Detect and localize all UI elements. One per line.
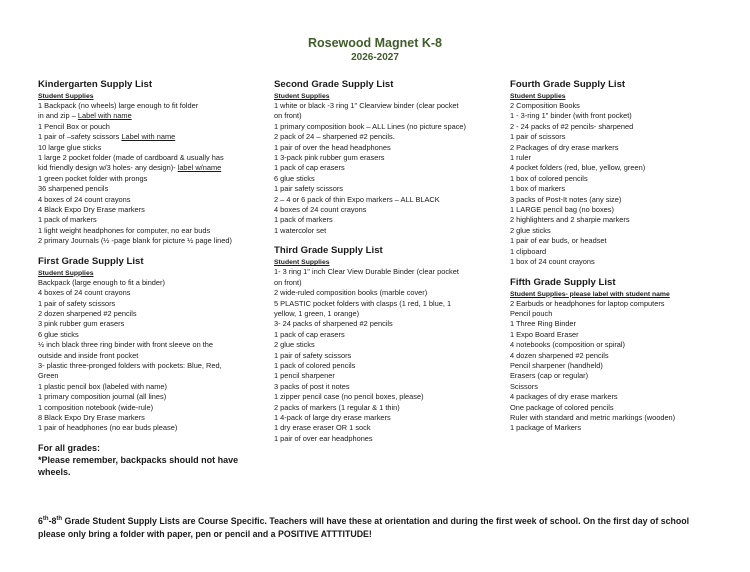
list-item: 1 box of 24 count crayons bbox=[510, 257, 595, 267]
list-item: 1 watercolor set bbox=[274, 225, 327, 235]
list-item: 1 pair of safety scissors bbox=[274, 350, 352, 360]
list-item: yellow, 1 green, 1 orange) bbox=[274, 308, 360, 318]
section-title: Second Grade Supply List bbox=[274, 79, 394, 90]
page-header bbox=[0, 36, 750, 65]
list-item: 1 - 3-ring 1" binder (with front pocket) bbox=[510, 111, 632, 121]
list-item: 2 Composition Books bbox=[510, 101, 580, 110]
section-subheading: Student Supplies bbox=[38, 269, 94, 277]
list-item: outside and inside front pocket bbox=[38, 350, 139, 360]
list-item: 1- 3 ring 1" inch Clear View Durable Binder (clear pocket bbox=[274, 267, 459, 277]
list-item: Scissors bbox=[510, 381, 538, 391]
list-item: 2 dozen sharpened #2 pencils bbox=[38, 308, 137, 318]
list-item: on front) bbox=[274, 277, 302, 287]
kindergarten-section bbox=[38, 78, 248, 247]
list-item: 1 4-pack of large dry erase markers bbox=[274, 412, 391, 422]
list-item: 1 pair safety scissors bbox=[274, 184, 344, 194]
section-subheading: Student Supplies bbox=[38, 93, 94, 100]
list-item: 4 Black Expo Dry Erase markers bbox=[38, 205, 145, 215]
school-title: Rosewood Magnet K-8 bbox=[307, 36, 443, 50]
section-title: Fifth Grade Supply List bbox=[510, 276, 616, 288]
list-item: 1 pencil sharpener bbox=[274, 371, 335, 381]
label-note: Label with name bbox=[77, 111, 132, 121]
list-item: 2 glue sticks bbox=[510, 225, 551, 235]
footer-note: 6th-8th Grade Student Supply Lists are Course Specific. Teachers will have these at orientation and during the first week of school. On the first day of school please only bring a folder with paper, pen or pencil and a POSITIVE ATTTITUDE! bbox=[38, 516, 690, 539]
list-item: 4 boxes of 24 count crayons bbox=[38, 194, 131, 204]
list-item: 1 Three Ring Binder bbox=[510, 319, 577, 329]
list-item: 8 Black Expo Dry Erase markers bbox=[38, 412, 145, 422]
list-item: 1 pair of safety scissors bbox=[38, 298, 116, 308]
list-item: 1 composition notebook (wide-rule) bbox=[38, 402, 154, 412]
section-title: Third Grade Supply List bbox=[274, 245, 383, 257]
list-item: Pencil sharpener (handheld) bbox=[510, 360, 603, 370]
list-item: 1 ruler bbox=[510, 153, 531, 163]
section-subheading: Student Supplies bbox=[274, 259, 330, 267]
column-left bbox=[38, 78, 248, 478]
fourth-grade-section bbox=[510, 78, 720, 268]
section-title: Fourth Grade Supply List bbox=[510, 79, 626, 90]
list-item: 1 large 2 pocket folder (made of cardboard & usually has bbox=[38, 153, 224, 163]
list-item: 1 green pocket folder with prongs bbox=[38, 173, 148, 183]
list-item: kid friendly design w/3 holes- any design)- label w/name bbox=[38, 163, 222, 173]
third-grade-section bbox=[274, 244, 482, 444]
all-grades-heading: For all grades: bbox=[38, 442, 101, 453]
list-item: 2 - 24 packs of #2 pencils- sharpened bbox=[510, 121, 634, 131]
list-item: 1 primary composition book – ALL Lines (no picture space) bbox=[274, 121, 466, 131]
section-subheading: Student Supplies bbox=[510, 93, 566, 100]
label-note: label w/name bbox=[177, 163, 222, 173]
list-item: 1 white or black -3 ring 1" Clearview binder (clear pocket bbox=[274, 101, 459, 110]
list-item: 1 pack of cap erasers bbox=[274, 329, 345, 339]
list-item: 6 glue sticks bbox=[274, 173, 315, 183]
list-item: 2 wide-ruled composition books (marble cover) bbox=[274, 288, 428, 298]
fifth-grade-section bbox=[510, 276, 720, 434]
column-middle bbox=[274, 78, 482, 452]
list-item: 1 box of colored pencils bbox=[510, 173, 588, 183]
list-item: Ruler with standard and metric markings (wooden) bbox=[510, 412, 676, 422]
list-item: 1 pair of headphones (no ear buds please) bbox=[38, 423, 178, 433]
list-item: 2 packs of markers (1 regular & 1 thin) bbox=[274, 402, 400, 412]
list-item: 1 plastic pencil box (labeled with name) bbox=[38, 381, 167, 391]
section-title: Kindergarten Supply List bbox=[38, 79, 153, 90]
list-item: 1 primary composition journal (all lines) bbox=[38, 392, 167, 402]
all-grades-text: wheels. bbox=[38, 466, 71, 477]
list-item: 1 clipboard bbox=[510, 246, 547, 256]
list-item: 4 pocket folders (red, blue, yellow, green) bbox=[510, 163, 646, 173]
list-item: on front) bbox=[274, 111, 302, 121]
list-item: 1 zipper pencil case (no pencil boxes, please) bbox=[274, 392, 424, 402]
list-item: 2 pack of 24 – sharpened #2 pencils. bbox=[274, 132, 395, 142]
list-item: 4 notebooks (composition or spiral) bbox=[510, 340, 626, 350]
list-item: 4 boxes of 24 count crayons bbox=[38, 288, 131, 298]
list-item: 3- 24 packs of sharpened #2 pencils bbox=[274, 319, 393, 329]
section-subheading: Student Supplies- please label with student name bbox=[510, 290, 670, 298]
list-item: 1 box of markers bbox=[510, 184, 566, 194]
all-grades-note bbox=[38, 442, 248, 478]
list-item: 1 pack of markers bbox=[274, 215, 333, 225]
list-item: 1 light weight headphones for computer, no ear buds bbox=[38, 225, 211, 235]
list-item: 4 dozen sharpened #2 pencils bbox=[510, 350, 609, 360]
list-item: 1 pack of colored pencils bbox=[274, 360, 356, 370]
list-item: 1 Pencil Box or pouch bbox=[38, 121, 110, 131]
list-item: Green bbox=[38, 371, 59, 381]
list-item: Erasers (cap or regular) bbox=[510, 371, 589, 381]
list-item: 1 pack of cap erasers bbox=[274, 163, 345, 173]
section-subheading: Student Supplies bbox=[274, 93, 330, 100]
column-right bbox=[510, 78, 720, 442]
list-item: 10 large glue sticks bbox=[38, 142, 102, 152]
list-item: 1 pack of markers bbox=[38, 215, 97, 225]
list-item: 3 packs of Post-It notes (any size) bbox=[510, 194, 622, 204]
list-item: in and zip – Label with name bbox=[38, 111, 132, 121]
list-item: 2 primary Journals (½ -page blank for picture ½ page lined) bbox=[38, 236, 232, 246]
school-year: 2026-2027 bbox=[351, 52, 399, 63]
list-item: 1 pair of over ear headphones bbox=[274, 433, 373, 443]
list-item: 1 pair of scissors bbox=[510, 132, 566, 142]
list-item: One package of colored pencils bbox=[510, 402, 614, 412]
list-item: Pencil pouch bbox=[510, 308, 553, 318]
list-item: 2 Packages of dry erase markers bbox=[510, 142, 619, 152]
list-item: 2 – 4 or 6 pack of thin Expo markers – ALL BLACK bbox=[274, 194, 440, 204]
list-item: 36 sharpened pencils bbox=[38, 184, 109, 194]
list-item: 2 highlighters and 2 sharpie markers bbox=[510, 215, 630, 225]
list-item: 2 Earbuds or headphones for laptop computers bbox=[510, 298, 665, 308]
list-item: 1 package of Markers bbox=[510, 423, 582, 433]
all-grades-text: *Please remember, backpacks should not have bbox=[38, 454, 239, 465]
list-item: 1 3-pack pink rubber gum erasers bbox=[274, 153, 385, 163]
list-item: 1 Backpack (no wheels) large enough to fit folder bbox=[38, 101, 199, 110]
list-item: 1 dry erase eraser OR 1 sock bbox=[274, 423, 371, 433]
list-item: 1 pair of ear buds, or headset bbox=[510, 236, 607, 246]
list-item: 1 pair of –safety scissors Label with name bbox=[38, 132, 176, 142]
list-item: 4 boxes of 24 count crayons bbox=[274, 205, 367, 215]
list-item: Backpack (large enough to fit a binder) bbox=[38, 277, 165, 287]
list-item: 3 packs of post it notes bbox=[274, 381, 350, 391]
list-item: 1 LARGE pencil bag (no boxes) bbox=[510, 205, 614, 215]
list-item: 2 glue sticks bbox=[274, 340, 315, 350]
section-title: First Grade Supply List bbox=[38, 255, 144, 267]
first-grade-section bbox=[38, 255, 248, 434]
list-item: 3- plastic three-pronged folders with pockets: Blue, Red, bbox=[38, 360, 222, 370]
list-item: 5 PLASTIC pocket folders with clasps (1 red, 1 blue, 1 bbox=[274, 298, 452, 308]
list-item: 1 Expo Board Eraser bbox=[510, 329, 579, 339]
list-item: 3 pink rubber gum erasers bbox=[38, 319, 125, 329]
list-item: 6 glue sticks bbox=[38, 329, 79, 339]
list-item: ½ inch black three ring binder with front sleeve on the bbox=[38, 340, 214, 350]
list-item: 1 pair of over the head headphones bbox=[274, 142, 391, 152]
label-note: Label with name bbox=[121, 132, 176, 142]
second-grade-section bbox=[274, 78, 482, 236]
list-item: 4 packages of dry erase markers bbox=[510, 392, 618, 402]
